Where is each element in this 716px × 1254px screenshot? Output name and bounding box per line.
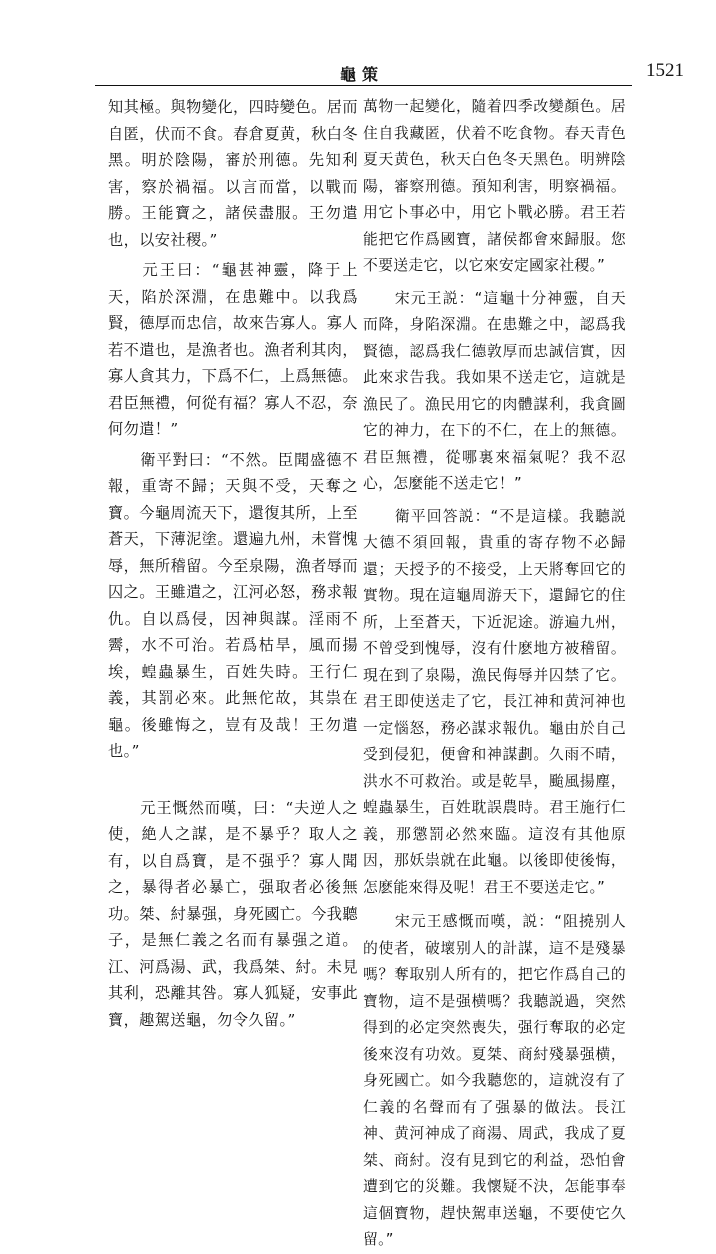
translation-paragraph: 宋元王感慨而嘆，説：“阻撓别人的使者，破壞别人的計謀，這不是殘暴嗎？奪取别人所有的，把它作爲自己的寶物，這不是强横嗎？我聽説過，突然得到的必定突然喪失，强行奪取的必定後來沒有功效。夏桀、商紂殘暴强横，身死國亡。如今我聽您的，這就沒有了仁義的名聲而有了强暴的做法。長江神、黄河神成了商湯、周武，我成了夏桀、商紂。沒有見到它的利益，恐怕會遭到它的災難。我懷疑不決，怎能事奉這個寶物，趕快駕車送龜，不要使它久留。”: [363, 913, 626, 1248]
page-header: [0, 0, 716, 90]
classical-text-column: [108, 94, 358, 1033]
translation-text-column: [363, 94, 626, 1254]
translation-paragraph: 萬物一起變化，隨着四季改變顏色。居住自我藏匿，伏着不吃食物。春天青色夏天黄色，秋天白色冬天黑色。明辨陰陽，審察刑德。預知利害，明察禍福。用它卜事必中，用它卜戰必勝。君王若能把它作爲國寶，諸侯都會來歸服。您不要送走它，以它來安定國家社稷。”: [363, 98, 626, 274]
classical-paragraph: 元王曰：“龜甚神靈，降于上天，陷於深淵，在患難中。以我爲賢，德厚而忠信，故來告寡人。寡人若不遣也，是漁者也。漁者利其肉，寡人貪其力，下爲不仁，上爲無德。君臣無禮，何從有福？寡人不忍，奈何勿遣！”: [108, 261, 358, 438]
classical-paragraph: 衛平對曰：“不然。臣聞盛德不報，重寄不歸；天與不受，天奪之寶。今龜周流天下，還復其所，上至蒼天，下薄泥塗。還遍九州，未嘗愧辱，無所稽留。今至泉陽，漁者辱而囚之。王雖遣之，江河必怒，務求報仇。自以爲侵，因神與謀。淫雨不霽，水不可治。若爲枯旱，風而揚埃，蝗蟲暴生，百姓失時。王行仁義，其罰必來。此無佗故，其祟在龜。後雖悔之，豈有及哉！王勿遣也。”: [108, 450, 358, 760]
translation-paragraph: 宋元王説：“這龜十分神靈，自天而降，身陷深淵。在患難之中，認爲我賢德，認爲我仁德敦厚而忠誠信實，因此來求告我。我如果不送走它，這就是漁民了。漁民用它的肉體謀利，我貪圖它的神力，在下的不仁，在上的無德。君臣無禮，從哪裏來福氣呢？我不忍心，怎麼能不送走它！”: [363, 289, 626, 492]
page-number: 1521: [646, 60, 684, 81]
classical-paragraph: 知其極。與物變化，四時變色。居而自匿，伏而不食。春倉夏黄，秋白冬黑。明於陰陽，審於刑德。先知利害，察於禍福。以言而當，以戰而勝。王能寶之，諸侯盡服。王勿遣也，以安社稷。”: [108, 98, 358, 249]
running-title: 龜策: [340, 65, 385, 84]
translation-paragraph: 衛平回答説：“不是這樣。我聽説大德不須回報，貴重的寄存物不必歸還；天授予的不接受，上天將奪回它的實物。現在這龜周游天下，還歸它的住所，上至蒼天，下近泥途。游遍九州，不曾受到愧辱，沒有什麽地方被稽留。現在到了泉陽，漁民侮辱并囚禁了它。君王即使送走了它，長江神和黄河神也一定惱怒，務必謀求報仇。龜由於自己受到侵犯，便會和神謀劃。久雨不晴，洪水不可救治。或是乾旱，颱風揚塵，蝗蟲暴生，百姓耽誤農時。君王施行仁義，那懲罰必然來臨。這沒有其他原因，那妖祟就在此龜。以後即使後悔，怎麽能來得及呢！君王不要送走它。”: [363, 507, 626, 896]
classical-paragraph: 元王慨然而嘆，曰：“夫逆人之使，絶人之謀，是不暴乎？取人之有，以自爲寶，是不强乎？寡人聞之，暴得者必暴亡，强取者必後無功。桀、紂暴强，身死國亡。今我聽子，是無仁義之名而有暴强之道。江、河爲湯、武，我爲桀、紂。未見其利，恐離其咎。寡人狐疑，安事此寶，趣駕送龜，勿令久留。”: [108, 798, 358, 1029]
header-rule: [95, 85, 632, 86]
